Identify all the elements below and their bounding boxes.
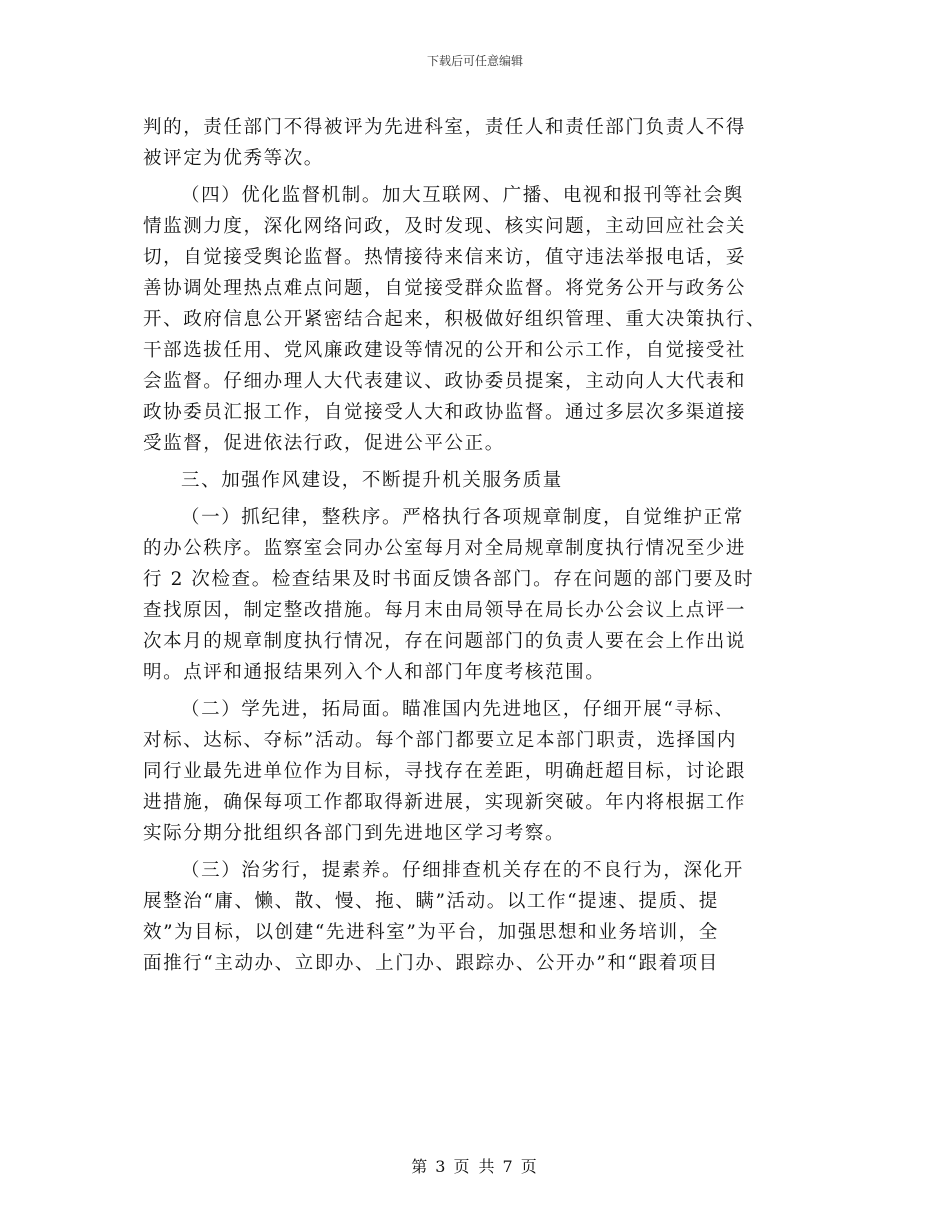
- footer-label-after: 页: [520, 1157, 539, 1176]
- paragraph-start: （一）抓纪律，整秩序。严格执行各项规章制度，自觉维护正常: [181, 507, 744, 528]
- text-line: 展整治“庸、懒、散、慢、拖、瞒”活动。以工作“提速、提质、提: [143, 891, 719, 912]
- document-body: [143, 112, 803, 979]
- text-line: 进措施，确保每项工作都取得新进展，实现新突破。年内将根据工作: [143, 792, 747, 813]
- text-line: 政协委员汇报工作，自觉接受人大和政协监督。通过多层次多渠道接: [143, 402, 747, 423]
- page-header: 下载后可任意编辑: [426, 54, 523, 68]
- text-line: 开、政府信息公开紧密结合起来，积极做好组织管理、重大决策执行、: [143, 309, 767, 330]
- page-number: 3: [435, 1157, 448, 1176]
- page-total: 7: [502, 1157, 515, 1176]
- footer-label-mid: 页 共: [453, 1157, 497, 1176]
- text-line: 明。点评和通报结果列入个人和部门年度考核范围。: [143, 662, 606, 683]
- text-line: 查找原因，制定整改措施。每月末由局领导在局长办公会议上点评一: [143, 600, 747, 621]
- paragraph-start: （四）优化监督机制。加大互联网、广播、电视和报刊等社会舆: [181, 185, 744, 206]
- text-line: 对标、达标、夺标”活动。每个部门都要立足本部门职责，选择国内: [143, 730, 737, 751]
- text-line: 实际分期分批组织各部门到先进地区学习考察。: [143, 823, 566, 844]
- text-line: 行 2 次检查。检查结果及时书面反馈各部门。存在问题的部门要及时: [143, 569, 755, 590]
- page-footer: [0, 1154, 950, 1177]
- text-line: 的办公秩序。监察室会同办公室每月对全局规章制度执行情况至少进: [143, 538, 747, 559]
- text-line: 会监督。仔细办理人大代表建议、政协委员提案，主动向人大代表和: [143, 371, 747, 392]
- text-line: 被评定为优秀等次。: [143, 148, 324, 169]
- text-line: 受监督，促进依法行政，促进公平公正。: [143, 433, 505, 454]
- paragraph-start: （三）治劣行，提素养。仔细排查机关存在的不良行为，深化开: [181, 860, 744, 881]
- text-line: 效”为目标，以创建“先进科室”为平台，加强思想和业务培训，全: [143, 922, 719, 943]
- text-line: 同行业最先进单位作为目标，寻找存在差距，明确赶超目标，讨论跟: [143, 761, 747, 782]
- text-line: 情监测力度，深化网络问政，及时发现、核实问题，主动回应社会关: [143, 216, 747, 237]
- text-line: 判的，责任部门不得被评为先进科室，责任人和责任部门负责人不得: [143, 117, 747, 138]
- text-line: 切，自觉接受舆论监督。热情接待来信来访，值守违法举报电话，妥: [143, 247, 747, 268]
- text-line: 干部选拔任用、党风廉政建设等情况的公开和公示工作，自觉接受社: [143, 340, 747, 361]
- text-line: 善协调处理热点难点问题，自觉接受群众监督。将党务公开与政务公: [143, 278, 747, 299]
- paragraph-start: （二）学先进，拓局面。瞄准国内先进地区，仔细开展“寻标、: [181, 699, 735, 720]
- section-heading: 三、加强作风建设，不断提升机关服务质量: [181, 470, 563, 491]
- text-line: 次本月的规章制度执行情况，存在问题部门的负责人要在会上作出说: [143, 631, 747, 652]
- footer-label-before: 第: [411, 1157, 430, 1176]
- text-line: 面推行“主动办、立即办、上门办、跟踪办、公开办”和“跟着项目: [143, 953, 719, 974]
